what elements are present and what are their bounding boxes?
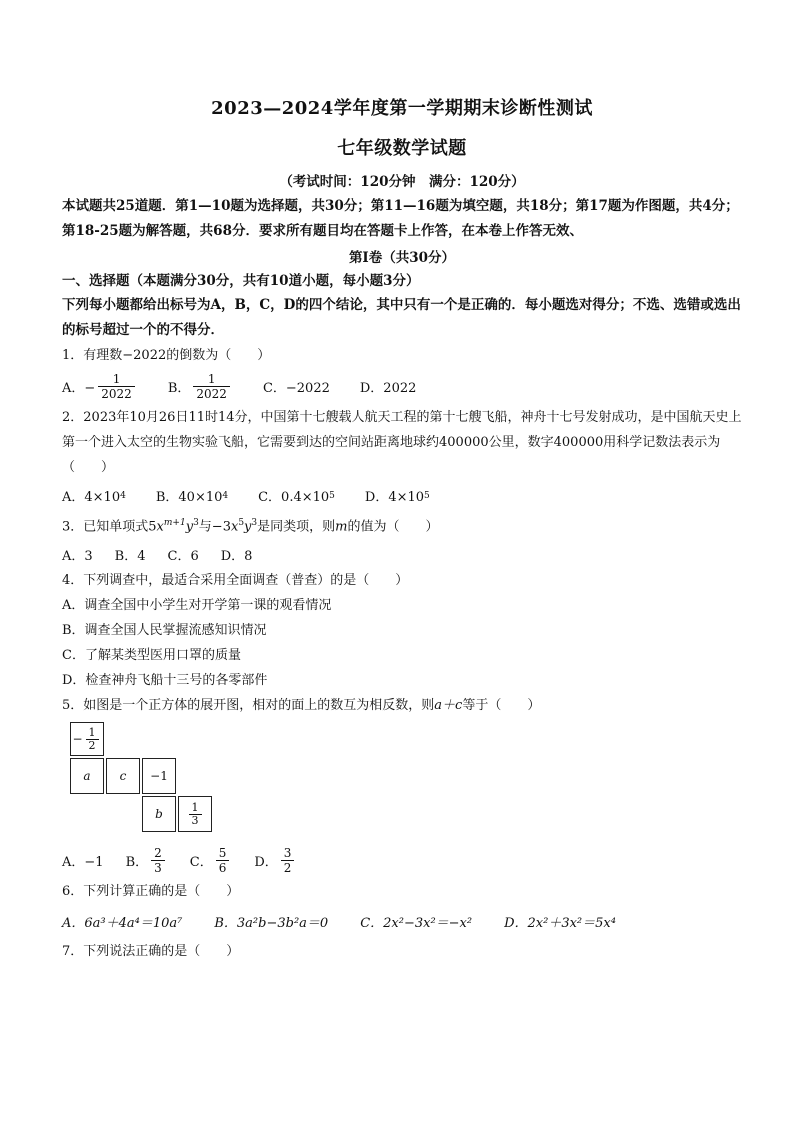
exam-instructions: 本试题共25道题．第1—10题为选择题，共30分；第11—16题为填空题，共18分；第17题为作图题，共4分；第18-25题为解答题，共68分．要求所有题目均在答题卡上作答，在本卷上作答无效、: [62, 198, 739, 239]
q2-option-c: C．0.4×10 5: [258, 490, 335, 505]
net-face-neg1: −1: [142, 758, 176, 794]
exam-page: [62, 96, 742, 964]
section-description: 下列每小题都给出标号为A，B，C，D的四个结论，其中只有一个是正确的．每小题选对得分；不选、选错或选出的标号超过一个的不得分．: [62, 297, 741, 338]
net-face-a: a: [70, 758, 104, 794]
exam-subtitle: 七年级数学试题: [337, 138, 467, 159]
q3-option-d: D．8: [220, 549, 253, 565]
q5-option-b: B． $\frac{2}{3}$: [126, 846, 168, 875]
question-5-stem: 5．如图是一个正方体的展开图，相对的面上的数互为相反数，则a＋c等于（ ）: [62, 698, 541, 714]
question-5-options: [62, 846, 742, 875]
net-face-top: − $\frac{1}{2}$: [70, 722, 104, 756]
fraction: $\frac{5}{6}$: [216, 846, 230, 875]
cube-net-figure: [70, 722, 220, 838]
q3-option-b: B．4: [114, 549, 146, 565]
q5-option-c: C． $\frac{5}{6}$: [190, 846, 233, 875]
q5-option-d: D． $\frac{3}{2}$: [254, 846, 297, 875]
q3-option-a: A．3: [62, 549, 93, 565]
q2-option-b: B．40×10 4: [155, 490, 229, 505]
q3-option-c: C．6: [167, 549, 199, 565]
exam-info: （考试时间：120分钟 满分：120分）: [279, 174, 525, 190]
question-1-stem: 1．有理数−2022的倒数为（ ）: [62, 348, 271, 363]
question-7-stem: 7．下列说法正确的是（ ）: [62, 944, 240, 960]
exam-title: 2023—2024学年度第一学期期末诊断性测试: [211, 98, 593, 119]
q6-option-a: A．6a³＋4a⁴＝10a⁷: [62, 916, 183, 932]
fraction: $\frac{1}{2022}$: [98, 372, 135, 401]
net-face-b: b: [142, 796, 176, 832]
q6-option-c: C．2x²−3x²＝−x²: [360, 916, 473, 932]
question-6-stem: 6．下列计算正确的是（ ）: [62, 884, 240, 900]
section-title: 第Ⅰ卷（共30分）: [348, 250, 456, 266]
section-heading: 一、选择题（本题满分30分，共有10道小题，每小题3分）: [62, 273, 420, 289]
net-face-c: c: [106, 758, 140, 794]
net-face-right: [178, 796, 212, 832]
q1-option-a: A．− $\frac{1}{2022}$: [62, 372, 138, 401]
question-1-options: [62, 372, 742, 401]
fraction: $\frac{2}{3}$: [151, 846, 165, 875]
q4-option-a: A．调查全国中小学生对开学第一课的观看情况: [62, 598, 332, 614]
question-3-options: [62, 545, 742, 564]
q5-option-a: A．−1: [62, 855, 104, 871]
fraction: $\frac{1}{2022}$: [193, 372, 230, 401]
fraction: $\frac{1}{2}$: [86, 727, 99, 752]
question-4-stem: 4．下列调查中，最适合采用全面调查（普查）的是（ ）: [62, 573, 409, 589]
question-6-options: [62, 912, 742, 931]
fraction: $\frac{3}{2}$: [281, 846, 295, 875]
question-3-stem: 3．已知单项式$5x^{m+1}y^3$与$-3x^5y^3$是同类项，则m的值为（ ）: [62, 518, 439, 535]
q1-option-b: B． $\frac{1}{2022}$: [168, 372, 233, 401]
q6-option-b: B．3a²b−3b²a＝0: [214, 916, 329, 932]
q1-option-d: D．2022: [359, 381, 417, 396]
question-2-options: [62, 486, 742, 505]
q4-option-c: C．了解某类型医用口罩的质量: [62, 648, 241, 664]
q2-option-a: A．4×10 4: [62, 490, 126, 505]
fraction: $\frac{1}{3}$: [189, 802, 202, 827]
q4-option-d: D．检查神舟飞船十三号的各零部件: [62, 673, 268, 689]
q4-option-b: B．调查全国人民掌握流感知识情况: [62, 623, 267, 639]
q2-option-d: D．4×10 5: [364, 490, 430, 505]
q1-option-c: C．−2022: [262, 381, 330, 396]
question-2-stem: 2．2023年10月26日11时14分，中国第十七艘载人航天工程的第十七艘飞船，神舟十七号发射成功，是中国航天史上第一个进入太空的生物实验飞船，它需要到达的空间站距离地球约400000公里，数字400000用科学记数法表示为（ ）: [62, 410, 742, 475]
q6-option-d: D．2x²＋3x²＝5x⁴: [504, 916, 616, 932]
